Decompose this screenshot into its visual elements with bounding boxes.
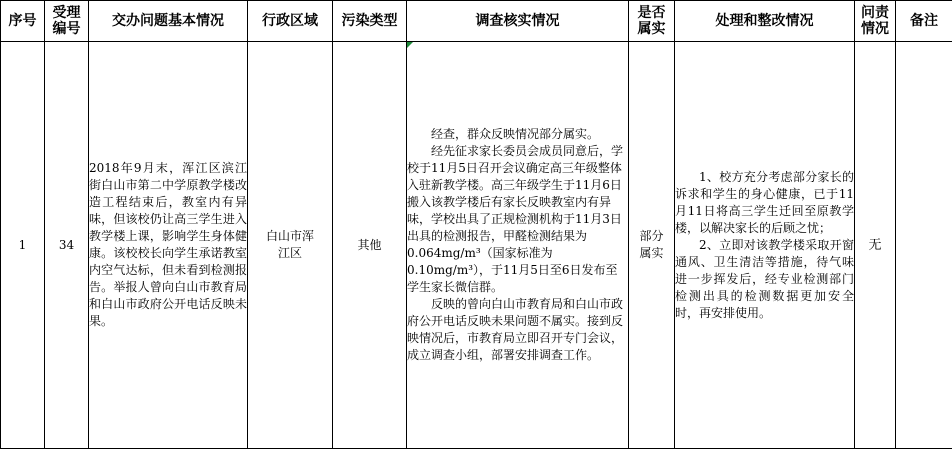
cell-is-true-label: 部分属实 bbox=[639, 229, 664, 260]
handling-paragraph: 1、校方充分考虑部分家长的诉求和学生的身心健康，已于11月11日将高三学生迁回至原教学楼，以解决家长的后顾之忧； bbox=[675, 169, 854, 235]
header-accept-no bbox=[45, 1, 89, 42]
header-row bbox=[1, 1, 952, 42]
header-handling: 处理和整改情况 bbox=[675, 1, 855, 42]
cell-region-label: 白山市浑江区 bbox=[265, 229, 314, 260]
cell-issue: 2018年9月末，浑江区滨江街白山市第二中学原教学楼改造工程结束后，教室内有异味，但该校仍让高三学生进入教学楼上课，影响学生身体健康。该校校长向学生承诺教室内空气达标，但未看到检测报告。举报人曾向白山市教育局和白山市政府公开电话反映未果。 bbox=[89, 42, 248, 449]
comment-marker-icon bbox=[407, 42, 413, 48]
investigation-paragraph: 经先征求家长委员会成员同意后，学校于11月5日召开会议确定高三年级整体入驻新教学楼。高三年级学生于11月6日搬入该教学楼后有家长反映教室内有异味，学校出具了正规检测机构于11月3日出具的检测报告，甲醛检测结果为0.064mg/m³（国家标准为0.10mg/m³），于11月5日至6日发布至学生家长微信群。 bbox=[407, 144, 624, 294]
header-is-true bbox=[629, 1, 675, 42]
investigation-paragraph: 反映的曾向白山市教育局和白山市政府公开电话反映未果问题不属实。接到反映情况后，市教育局立即召开专门会议，成立调查小组，部署安排调查工作。 bbox=[407, 297, 624, 362]
cell-accountability: 无 bbox=[855, 42, 896, 449]
cell-seq: 1 bbox=[1, 42, 45, 449]
header-accept-no-label: 受理编号 bbox=[52, 5, 81, 37]
header-accountability bbox=[855, 1, 896, 42]
investigation-paragraph: 经查，群众反映情况部分属实。 bbox=[431, 127, 600, 141]
cell-accept-no: 34 bbox=[45, 42, 89, 449]
header-region: 行政区域 bbox=[248, 1, 333, 42]
header-issue: 交办问题基本情况 bbox=[89, 1, 248, 42]
cell-pollution: 其他 bbox=[333, 42, 407, 449]
header-accountability-label: 问责情况 bbox=[861, 5, 889, 37]
cell-investigation bbox=[407, 42, 629, 449]
cell-region bbox=[248, 42, 333, 449]
cell-handling bbox=[675, 42, 855, 449]
header-seq: 序号 bbox=[1, 1, 45, 42]
table-row bbox=[1, 42, 952, 449]
header-is-true-label: 是否属实 bbox=[637, 5, 666, 37]
header-pollution: 污染类型 bbox=[333, 1, 407, 42]
header-investigation: 调查核实情况 bbox=[407, 1, 629, 42]
handling-paragraph: 2、立即对该教学楼采取开窗通风、卫生清洁等措施，待气味进一步挥发后，经专业检测部门检测出具的检测数据更加安全时，再安排使用。 bbox=[675, 237, 854, 320]
header-remarks: 备注 bbox=[896, 1, 952, 42]
cell-is-true bbox=[629, 42, 675, 449]
cell-remarks bbox=[896, 42, 952, 449]
